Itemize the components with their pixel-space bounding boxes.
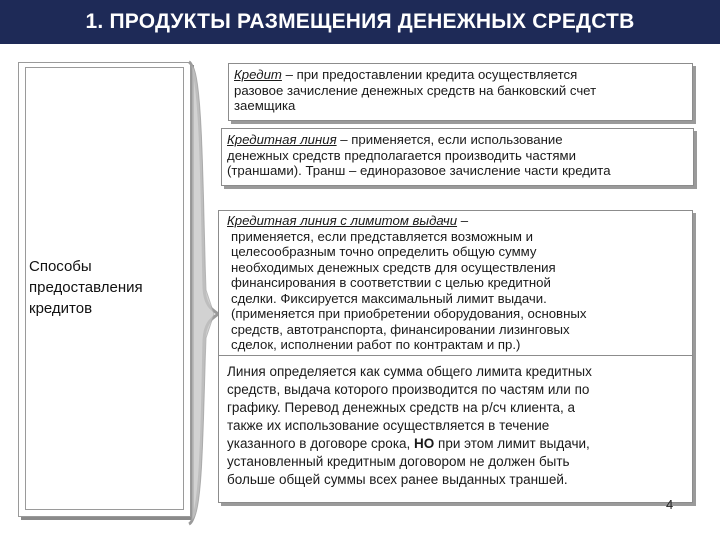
text-line: Линия определяется как сумма общего лимита кредитных xyxy=(227,364,592,379)
text-line: сделки. Фиксируется максимальный лимит выдачи. xyxy=(231,290,547,306)
left-label-line: предоставления xyxy=(29,279,143,296)
definition-box-credit xyxy=(228,63,693,121)
text-line: денежных средств предполагается производить частями xyxy=(227,147,576,163)
text-line: установленный кредитным договором не должен быть xyxy=(227,454,570,469)
term-credit: Кредит xyxy=(234,67,282,82)
text-line: (траншами). Транш – единоразовое зачисление части кредита xyxy=(227,163,611,178)
left-label-line: Способы xyxy=(29,258,92,275)
text-line: сделок, исполнении работ по контрактам и пр.) xyxy=(231,337,521,352)
text-line: финансирования в соответствии с целью кредитной xyxy=(231,275,551,290)
text-line: разовое зачисление денежных средств на банковский счет xyxy=(234,82,597,98)
page-number: 4 xyxy=(666,497,674,512)
term-credit-line: Кредитная линия xyxy=(227,132,337,147)
text-line: (применяется при приобретении оборудования, основных xyxy=(231,306,587,321)
emphasis-but: НО xyxy=(414,436,435,451)
text-fragment: – применяется, если использование xyxy=(336,132,563,147)
text-line: графику. Перевод денежных средств на р/сч клиента, а xyxy=(227,400,576,415)
text-fragment: – при предоставлении кредита осуществляется xyxy=(281,67,578,82)
term-credit-line-limit: Кредитная линия с лимитом выдачи xyxy=(227,213,458,228)
text-line: применяется, если представляется возможным и xyxy=(231,228,533,244)
definition-box-credit-line xyxy=(221,128,694,186)
left-label-line: кредитов xyxy=(29,300,93,317)
left-panel-label xyxy=(29,256,184,319)
definition-box-credit-line-limit xyxy=(218,210,693,358)
text-line: средств, автотранспорта, финансировании лизинговых xyxy=(231,321,570,337)
text-line: больше общей суммы всех ранее выданных траншей. xyxy=(227,472,568,487)
text-line xyxy=(234,67,688,83)
definition-box-line-explanation xyxy=(218,355,693,503)
text-line: также их использование осуществляется в течение xyxy=(227,418,550,433)
text-fragment: – xyxy=(457,213,469,228)
text-line: целесообразным точно определить общую сумму xyxy=(231,244,537,259)
text-line xyxy=(227,132,689,148)
text-fragment: указанного в договоре срока, xyxy=(227,436,415,451)
text-line: средств, выдача которого производится по частям или по xyxy=(227,382,590,397)
text-fragment: при этом лимит выдачи, xyxy=(434,436,590,451)
text-line: необходимых денежных средств для осуществления xyxy=(231,259,556,275)
text-line: заемщика xyxy=(234,98,296,113)
left-panel xyxy=(18,62,191,517)
text-line xyxy=(227,435,688,453)
slide-title: 1. ПРОДУКТЫ РАЗМЕЩЕНИЯ ДЕНЕЖНЫХ СРЕДСТВ xyxy=(0,0,720,44)
text-line xyxy=(227,213,688,229)
